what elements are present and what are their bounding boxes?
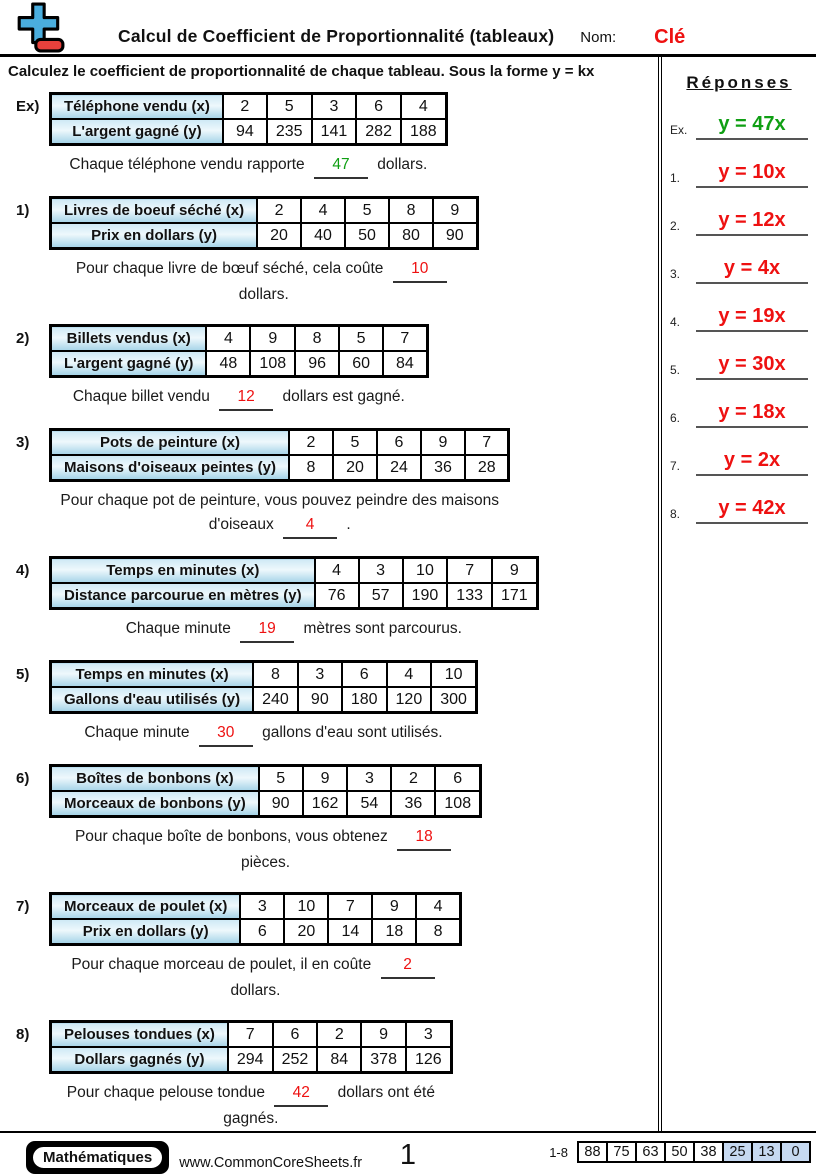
problem-block [0, 92, 658, 179]
y-row-header: Maisons d'oiseaux peintes (y) [51, 455, 289, 481]
answer-item-label: 2. [670, 219, 681, 233]
y-value-cell: 94 [223, 119, 267, 145]
x-value-cell: 5 [259, 766, 303, 792]
y-value-cell: 8 [289, 455, 333, 481]
x-value-cell: 3 [406, 1022, 451, 1048]
proportion-table [49, 764, 482, 875]
y-value-cell: 60 [339, 351, 383, 377]
name-label: Nom: [580, 29, 617, 46]
x-value-cell: 9 [250, 326, 295, 352]
answer-item-label: 4. [670, 315, 681, 329]
answer-blank: 19 [240, 617, 294, 643]
x-value-cell: 2 [257, 198, 301, 224]
y-value-cell: 50 [345, 223, 389, 249]
answer-item [670, 209, 808, 236]
x-value-cell: 9 [433, 198, 477, 224]
x-value-cell: 7 [228, 1022, 273, 1048]
plus-minus-logo-icon [14, 0, 66, 56]
problems-column [0, 57, 658, 1131]
answer-item [670, 161, 808, 188]
x-value-cell: 5 [345, 198, 389, 224]
y-row [51, 583, 538, 609]
answer-item-label: 8. [670, 507, 681, 521]
x-row [51, 198, 478, 224]
sentence-after: dollars est gagné. [282, 388, 405, 406]
problem-sentence [49, 818, 482, 875]
problem-sentence [49, 610, 539, 643]
y-row-header: Dollars gagnés (y) [51, 1047, 228, 1073]
problem-block [0, 556, 658, 643]
x-row-header: Téléphone vendu (x) [51, 94, 223, 120]
x-value-cell: 6 [356, 94, 401, 120]
x-value-cell: 9 [421, 430, 465, 456]
score-cell: 0 [781, 1142, 810, 1162]
problem-number: 7) [16, 898, 30, 916]
sentence-before: Pour chaque pot de peinture, vous pouvez peindre des maisons d'oiseaux [60, 492, 500, 534]
sentence-before: Chaque billet vendu [72, 388, 215, 406]
y-value-cell: 120 [387, 687, 432, 713]
x-value-cell: 4 [206, 326, 250, 352]
y-value-cell: 57 [359, 583, 403, 609]
answer-item-label: 5. [670, 363, 681, 377]
x-value-cell: 9 [492, 558, 537, 584]
problem-number: 2) [16, 330, 30, 348]
problem-block [0, 892, 658, 1003]
x-row [51, 430, 509, 456]
x-value-cell: 8 [253, 662, 298, 688]
problem-sentence [49, 146, 448, 179]
score-table [577, 1141, 811, 1163]
answer-item-value: y = 19x [696, 305, 808, 332]
score-cell: 38 [694, 1142, 723, 1162]
x-value-cell: 4 [416, 894, 460, 920]
x-value-cell: 9 [303, 766, 348, 792]
answer-item-value: y = 42x [696, 497, 808, 524]
y-row [51, 119, 447, 145]
brand-badge-label: Mathématiques [31, 1145, 164, 1170]
brand-badge [26, 1141, 169, 1174]
x-value-cell: 7 [328, 894, 372, 920]
x-row [51, 766, 481, 792]
x-value-cell: 2 [223, 94, 267, 120]
proportion-table [49, 324, 429, 411]
y-value-cell: 36 [391, 791, 435, 817]
y-value-cell: 6 [240, 919, 284, 945]
problem-sentence [49, 946, 462, 1003]
sentence-after: dollars. [377, 156, 428, 173]
y-row [51, 919, 461, 945]
y-value-cell: 76 [315, 583, 359, 609]
y-value-cell: 54 [347, 791, 391, 817]
y-value-cell: 282 [356, 119, 401, 145]
instruction-text: Calculez le coefficient de proportionnalité de chaque tableau. Sous la forme y = kx [8, 63, 595, 80]
x-value-cell: 5 [339, 326, 383, 352]
sentence-after: pièces. [240, 854, 291, 872]
x-value-cell: 9 [372, 894, 416, 920]
proportion-table [49, 196, 479, 307]
y-row-header: L'argent gagné (y) [51, 119, 223, 145]
x-value-cell: 7 [465, 430, 509, 456]
x-value-cell: 6 [273, 1022, 318, 1048]
y-row-header: Gallons d'eau utilisés (y) [51, 687, 254, 713]
x-value-cell: 8 [295, 326, 339, 352]
x-value-cell: 9 [361, 1022, 406, 1048]
x-value-cell: 10 [284, 894, 328, 920]
problem-block [0, 1020, 658, 1131]
score-cell: 25 [723, 1142, 752, 1162]
answer-item [670, 113, 808, 140]
problem-sentence [49, 1074, 453, 1131]
x-row [51, 326, 428, 352]
y-value-cell: 108 [435, 791, 480, 817]
sentence-after: gallons d'eau sont utilisés. [262, 724, 443, 742]
y-row [51, 687, 477, 713]
problem-number: 5) [16, 666, 30, 684]
y-row-header: Prix en dollars (y) [51, 223, 258, 249]
x-row [51, 558, 538, 584]
sentence-after: mètres sont parcourus. [303, 620, 462, 638]
logo-plus-shape [19, 4, 57, 42]
sentence-before: Chaque minute [84, 724, 194, 742]
page-footer [0, 1133, 816, 1174]
problem-number: 3) [16, 434, 30, 452]
x-value-cell: 2 [317, 1022, 361, 1048]
problem-number: Ex) [16, 98, 40, 115]
answer-blank: 42 [274, 1081, 328, 1107]
x-value-cell: 4 [401, 94, 446, 120]
y-value-cell: 90 [298, 687, 342, 713]
problem-number: 8) [16, 1026, 30, 1044]
problem-sentence [49, 250, 479, 307]
y-row-header: Morceaux de bonbons (y) [51, 791, 259, 817]
sentence-before: Pour chaque morceau de poulet, il en coûte [71, 956, 376, 974]
x-row-header: Pelouses tondues (x) [51, 1022, 228, 1048]
problem-block [0, 428, 658, 539]
y-row [51, 1047, 452, 1073]
y-value-cell: 188 [401, 119, 446, 145]
y-value-cell: 20 [257, 223, 301, 249]
x-value-cell: 3 [312, 94, 357, 120]
score-range-label: 1-8 [549, 1144, 568, 1160]
answers-title: Réponses [686, 73, 792, 92]
y-value-cell: 235 [267, 119, 312, 145]
x-value-cell: 7 [447, 558, 492, 584]
page-header [0, 0, 816, 57]
y-value-cell: 300 [431, 687, 476, 713]
score-area [549, 1141, 811, 1163]
sentence-after: . [346, 516, 351, 534]
answer-blank: 12 [219, 385, 273, 411]
proportion-table [49, 428, 510, 539]
x-value-cell: 5 [267, 94, 312, 120]
page-title: Calcul de Coefficient de Proportionnalité (tableaux) [118, 26, 555, 46]
x-value-cell: 8 [389, 198, 433, 224]
problem-number: 1) [16, 202, 30, 220]
x-row-header: Temps en minutes (x) [51, 558, 315, 584]
y-value-cell: 80 [389, 223, 433, 249]
x-row [51, 94, 447, 120]
y-value-cell: 84 [383, 351, 427, 377]
answer-item [670, 449, 808, 476]
x-row-header: Boîtes de bonbons (x) [51, 766, 259, 792]
x-value-cell: 3 [347, 766, 391, 792]
y-row [51, 455, 509, 481]
x-row-header: Morceaux de poulet (x) [51, 894, 241, 920]
answer-item-value: y = 4x [696, 257, 808, 284]
x-row [51, 662, 477, 688]
x-value-cell: 10 [403, 558, 448, 584]
answer-item-label: 3. [670, 267, 681, 281]
x-row-header: Pots de peinture (x) [51, 430, 289, 456]
website-text: www.CommonCoreSheets.fr [179, 1155, 363, 1172]
proportion-table [49, 556, 539, 643]
problem-number: 6) [16, 770, 30, 788]
score-cell: 88 [578, 1142, 607, 1162]
sentence-after: dollars. [238, 286, 289, 304]
sentence-before: Chaque téléphone vendu rapporte [69, 156, 309, 173]
y-value-cell: 48 [206, 351, 250, 377]
y-value-cell: 24 [377, 455, 421, 481]
sentence-before: Pour chaque pelouse tondue [66, 1084, 270, 1102]
answer-item [670, 257, 808, 284]
proportion-table [49, 1020, 453, 1131]
sentence-after: dollars ont été gagnés. [223, 1084, 435, 1128]
y-value-cell: 133 [447, 583, 492, 609]
x-row-header: Livres de boeuf séché (x) [51, 198, 258, 224]
answer-item-value: y = 30x [696, 353, 808, 380]
sentence-before: Chaque minute [125, 620, 236, 638]
x-row-header: Temps en minutes (x) [51, 662, 254, 688]
x-value-cell: 2 [289, 430, 333, 456]
y-value-cell: 20 [284, 919, 328, 945]
problem-number: 4) [16, 562, 30, 580]
problem-block [0, 764, 658, 875]
answer-item [670, 497, 808, 524]
answer-blank: 4 [283, 513, 337, 539]
proportion-table [49, 92, 448, 179]
problem-sentence [49, 482, 510, 539]
proportion-table [49, 892, 462, 1003]
answer-blank: 10 [393, 257, 447, 283]
answer-item-value: y = 47x [696, 113, 808, 140]
y-value-cell: 294 [228, 1047, 273, 1073]
y-value-cell: 18 [372, 919, 416, 945]
answer-blank: 18 [397, 825, 451, 851]
y-row [51, 791, 481, 817]
score-cell: 75 [607, 1142, 636, 1162]
y-value-cell: 28 [465, 455, 509, 481]
x-value-cell: 4 [387, 662, 432, 688]
answer-item-label: 7. [670, 459, 681, 473]
y-value-cell: 40 [301, 223, 345, 249]
score-cell: 13 [752, 1142, 781, 1162]
problem-block [0, 196, 658, 307]
y-value-cell: 171 [492, 583, 537, 609]
y-value-cell: 141 [312, 119, 357, 145]
problem-sentence [49, 378, 429, 411]
answer-blank: 30 [199, 721, 253, 747]
y-value-cell: 90 [259, 791, 303, 817]
answer-item [670, 305, 808, 332]
answer-blank: 47 [314, 153, 368, 179]
y-value-cell: 126 [406, 1047, 451, 1073]
y-value-cell: 180 [342, 687, 387, 713]
problem-block [0, 660, 658, 747]
x-value-cell: 4 [315, 558, 359, 584]
y-value-cell: 378 [361, 1047, 406, 1073]
x-row [51, 894, 461, 920]
y-row-header: Prix en dollars (y) [51, 919, 241, 945]
y-value-cell: 20 [333, 455, 377, 481]
x-value-cell: 6 [377, 430, 421, 456]
y-value-cell: 90 [433, 223, 477, 249]
problems-list [0, 82, 658, 1131]
proportion-table [49, 660, 478, 747]
answer-item [670, 401, 808, 428]
answers-list [670, 113, 808, 524]
sentence-before: Pour chaque boîte de bonbons, vous obtenez [74, 828, 393, 846]
sentence-before: Pour chaque livre de bœuf séché, cela coûte [75, 260, 388, 278]
y-value-cell: 96 [295, 351, 339, 377]
answer-item [670, 353, 808, 380]
answer-blank: 2 [381, 953, 435, 979]
answer-item-label: 6. [670, 411, 681, 425]
x-value-cell: 2 [391, 766, 435, 792]
score-cell: 50 [665, 1142, 694, 1162]
x-value-cell: 7 [383, 326, 427, 352]
score-cell: 63 [636, 1142, 665, 1162]
x-value-cell: 6 [342, 662, 387, 688]
answer-item-value: y = 12x [696, 209, 808, 236]
name-value: Clé [654, 26, 686, 48]
sentence-after: dollars. [230, 982, 281, 1000]
y-row [51, 351, 428, 377]
y-row-header: Distance parcourue en mètres (y) [51, 583, 315, 609]
x-value-cell: 4 [301, 198, 345, 224]
x-row-header: Billets vendus (x) [51, 326, 207, 352]
answer-item-label: Ex. [670, 123, 688, 137]
answer-item-value: y = 18x [696, 401, 808, 428]
y-row [51, 223, 478, 249]
y-value-cell: 108 [250, 351, 295, 377]
x-value-cell: 3 [359, 558, 403, 584]
y-value-cell: 14 [328, 919, 372, 945]
x-value-cell: 10 [431, 662, 476, 688]
answer-item-value: y = 10x [696, 161, 808, 188]
y-value-cell: 162 [303, 791, 348, 817]
y-row-header: L'argent gagné (y) [51, 351, 207, 377]
content-area [0, 57, 816, 1133]
problem-block [0, 324, 658, 411]
x-value-cell: 3 [240, 894, 284, 920]
x-value-cell: 3 [298, 662, 342, 688]
answers-column [658, 57, 816, 1131]
page-number: 1 [399, 1139, 417, 1172]
y-value-cell: 240 [253, 687, 298, 713]
x-value-cell: 5 [333, 430, 377, 456]
y-value-cell: 252 [273, 1047, 318, 1073]
y-value-cell: 84 [317, 1047, 361, 1073]
x-row [51, 1022, 452, 1048]
x-value-cell: 6 [435, 766, 480, 792]
answer-item-value: y = 2x [696, 449, 808, 476]
y-value-cell: 190 [403, 583, 448, 609]
answer-item-label: 1. [670, 171, 681, 185]
problem-sentence [49, 714, 478, 747]
y-value-cell: 8 [416, 919, 460, 945]
y-value-cell: 36 [421, 455, 465, 481]
logo-minus-shape [36, 39, 63, 50]
